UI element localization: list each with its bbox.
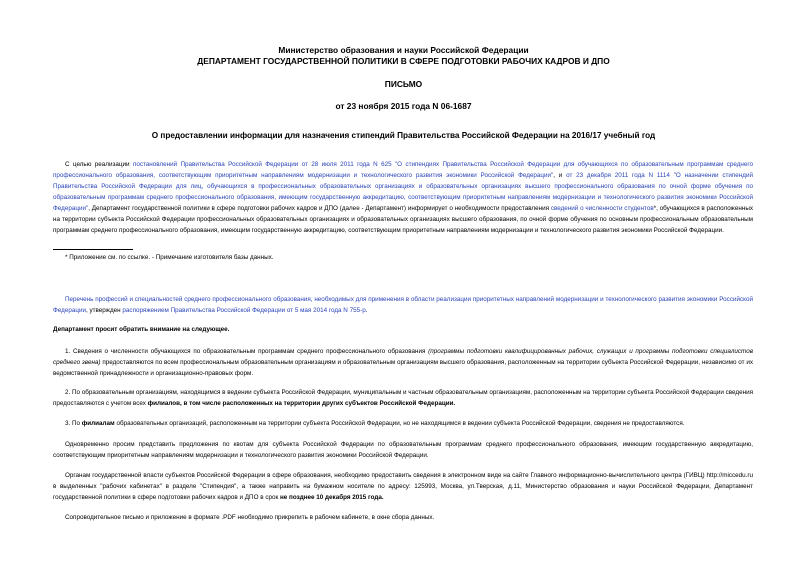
paragraph-1	[53, 159, 753, 236]
paragraph-6	[53, 418, 753, 429]
student-count-link[interactable]: сведений о численности студентов	[550, 205, 654, 212]
ministry-name: Министерство образования и науки Российской Федерации	[278, 45, 529, 55]
p4-text-2: предоставляются по всем профессиональным образовательным организациям и образовательным организациям высшего образования, расположенным на территории субъекта Российской Федерации, независимо от их ведомственной принадлежности и организационно-правовых форм.	[53, 359, 753, 377]
department-name: ДЕПАРТАМЕНТ ГОСУДАРСТВЕННОЙ ПОЛИТИКИ В СФЕРЕ ПОДГОТОВКИ РАБОЧИХ КАДРОВ И ДПО	[197, 56, 610, 66]
p5-bold-1: филиалов,	[147, 400, 182, 407]
p8-text-1: Органам государственной власти субъектов Российской Федерации в сфере образования, необходимо предоставить сведения в электронном виде на сайте Главного информационно-вычислительного центра (ГИВЦ) http://miccedu.ru в выделенных "рабочих кабинетах" в разделе "Стипендия", а также направить на бумажном носителе по адресу: 125993, Москва, ул.Тверская, д.11, Министерство образования и науки Российской Федерации, Департамент государственной политики в сфере подготовки рабочих кадров и ДПО в срок	[53, 472, 753, 501]
p2-text-1: , утвержден	[85, 307, 123, 314]
paragraph-7: Одновременно просим представить предложения по квотам для субъекта Российской Федерации по образовательным программам среднего профессионального образования, имеющим государственную аккредитацию, соответствующим приоритетным направлениям модернизации и технологического развития экономики Российской Федерации.	[53, 441, 753, 459]
paragraph-8	[53, 470, 753, 503]
p6-text-2: образовательных организаций, расположенным на территории субъекта Российской Федерации, но не находящимся в ведении субъекта Российской Федерации, сведения не предоставляются.	[114, 420, 685, 427]
order-755-link[interactable]: распоряжением Правительства Российской Федерации от 5 мая 2014 года N 755-р	[122, 307, 366, 314]
p1-text-4: *, обучающихся в расположенных на территории субъекта Российской Федерации профессиональных образовательных организациях и образовательных организациях высшего образования, по очной форме обучения по основным профессиональным образовательным программам среднего профессионального образования, имеющим государственную аккредитацию, соответствующим приоритетным направлениям модернизации и технологического развития экономики Российской Федерации.	[53, 205, 754, 234]
p5-bold-2: в том числе расположенных на территории других субъектов Российской Федерации.	[181, 400, 456, 407]
paragraph-2	[53, 294, 753, 316]
paragraph-4	[53, 346, 753, 379]
p5-text-1: 2. По образовательным организациям, находящимся в ведении субъекта Российской Федерации, муниципальным и частным образовательным организациям, расположенным на территории субъекта Российской Федерации сведения предоставляются с учетом всех	[53, 389, 753, 407]
paragraph-9: Сопроводительное письмо и приложение в формате .PDF необходимо прикрепить в рабочем кабинете, в окне сбора данных.	[65, 514, 435, 521]
doc-date-number: от 23 ноября 2015 года N 06-1687	[335, 101, 472, 111]
p6-bold: филиалам	[81, 420, 115, 427]
p1-text-1: С целью реализации	[65, 161, 133, 168]
p2-text-2: .	[365, 307, 368, 314]
p1-text-3: , Департамент государственной политики в сфере подготовки рабочих кадров и ДПО (далее - Департамент) информирует о необходимости предоставления	[88, 205, 551, 212]
p4-italic: (программы подготовки квалифицированных рабочих, служащих и программы подготовки специалистов среднего звена)	[53, 348, 754, 366]
footnote-divider	[53, 249, 133, 250]
p6-text-1: 3. По	[65, 420, 82, 427]
p1-text-2: , и	[553, 172, 567, 179]
p4-text-1: 1. Сведения о численности обучающихся по образовательным программам среднего профессионального образования	[65, 348, 429, 355]
professions-list-link[interactable]: Перечень профессий и специальностей среднего профессионального образования, необходимых для применения в области реализации приоритетных направлений модернизации и технологического развития экономики Российской Федерации	[53, 296, 753, 314]
doc-type: ПИСЬМО	[384, 79, 423, 89]
footnote: * Приложение см. по ссылке. - Примечание изготовителя базы данных.	[65, 254, 274, 261]
doc-title: О предоставлении информации для назначения стипендий Правительства Российской Федерации на 2016/17 учебный год	[151, 131, 656, 140]
paragraph-3: Департамент просит обратить внимание на следующее.	[53, 326, 230, 333]
p8-bold: не позднее 10 декабря 2015 года.	[279, 494, 384, 501]
paragraph-5	[53, 387, 753, 409]
resolution-1114-link[interactable]: от 23 декабря 2011 года N 1114 "О назначении стипендий Правительства Российской Федерации для лиц, обучающихся в профессиональных образовательных организациях и образовательных организациях высшего профессионального образования по очной форме обучения по образовательным программам среднего профессионального образования, имеющим государственную аккредитацию, соответствующим приоритетным направлениям модернизации и технологического развития экономики Российской Федерации"	[53, 172, 753, 212]
resolution-625-link[interactable]: постановлений Правительства Российской Федерации от 28 июля 2011 года N 625 "О стипендиях Правительства Российской Федерации для обучающихся по образовательным программам среднего профессионального образования, соответствующим приоритетным направлениям модернизации и технологического развития экономики Российской Федерации"	[53, 161, 754, 179]
